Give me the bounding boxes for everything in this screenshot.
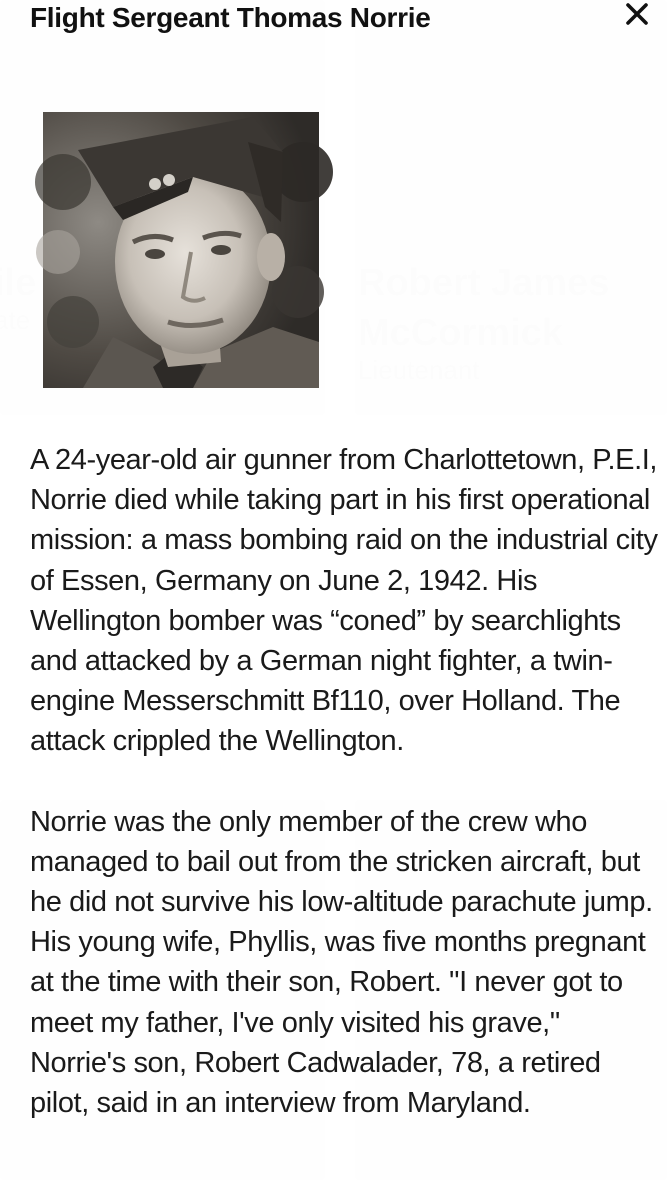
biography-paragraph: Norrie was the only member of the crew who managed to bail out from the stricken aircraft, but he did not survive his low-altitude parachute jump. His young wife, Phyllis, was five months pregnant at the time with their son, Robert. "I never got to meet my father, I've only visited his grave," Norrie's son, Robert Cadwalader, 78, a retired pilot, said in an interview from Maryland. (30, 805, 653, 1120)
close-button[interactable] (619, 0, 655, 32)
biography-paragraph: A 24-year-old air gunner from Charlottetown, P.E.I, Norrie died while taking part in his first operational mission: a mass bombing raid on the industrial city of Essen, Germany on June 2, 1942. His Wellington bomber was “coned” by searchlights and attacked by a German night fighter, a twin-engine Messerschmitt Bf110, over Holland. The attack crippled the Wellington. (30, 444, 658, 758)
portrait-image (43, 112, 319, 388)
soldier-portrait-photo (43, 112, 319, 388)
modal-title: Flight Sergeant Thomas Norrie (30, 2, 431, 33)
close-icon (624, 1, 650, 27)
biography-text (30, 440, 660, 1163)
